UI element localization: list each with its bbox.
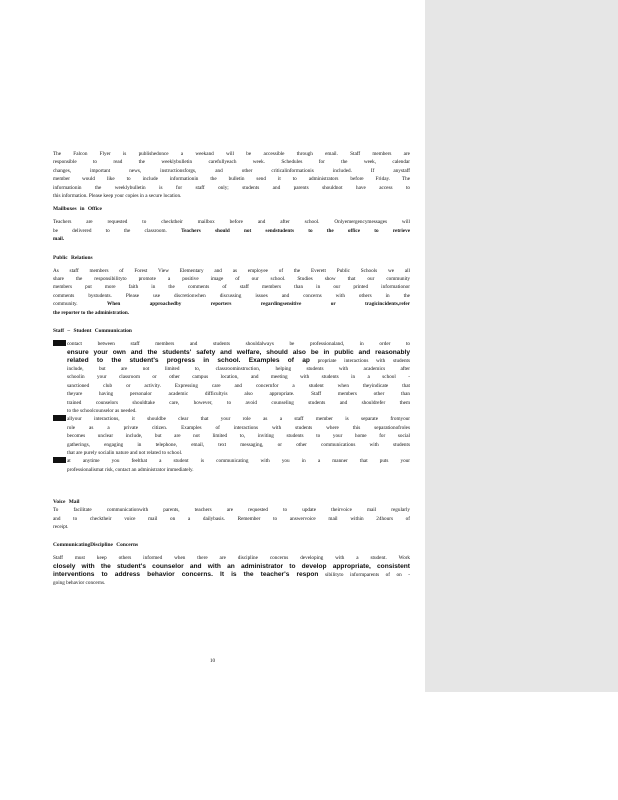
staff-student-line: becomes unclear include, but are not limited to, inviting students to your home for social (67, 433, 410, 440)
discipline-line: Staff must keep others informed when there are discipline concerns developing with a student. Work (53, 555, 410, 562)
discipline-text: sibilityto informparents of on - (325, 571, 410, 578)
mailboxes-line (53, 227, 410, 235)
staff-student-line: include, but are not limited to, classroominstruction, helping students with academics after (67, 365, 410, 372)
public-relations-line: the reporter to the administration. (53, 309, 130, 316)
mailboxes-bold-text: Teachers should not sendstudents to the office to retrieve (181, 227, 411, 234)
staff-student-line: ensure your own and the students' safety and welfare, should also be in public and reasonably (67, 348, 410, 356)
public-relations-bold-text: When approachedby reporters regardingsensitive or tragicincidents,refer (107, 301, 411, 308)
falcon-flyer-line: changes, important news, instructionsforgs, and other criticalinformationis included. If anystaff (53, 167, 410, 174)
discipline-line: closely with the student's counselor and with an administrator to develop appropriate, consistent (53, 562, 410, 570)
mailboxes-line: mail. (53, 236, 65, 243)
discipline-heading: CommunicatingDiscipline Concerns (53, 542, 139, 549)
redaction-box (53, 340, 66, 346)
staff-student-big-text: related to the student's progress in school. Examples of ap (67, 356, 310, 364)
staff-student-line: theyare having personalor academic difficultyis also appropriate. Staff members other than (67, 391, 410, 398)
page-number: 10 (209, 658, 216, 664)
staff-student-line (53, 340, 410, 348)
public-relations-line: As staff members of Forest View Elementary and as employee of the Everett Public Schools we all (53, 267, 410, 274)
public-relations-text: community. (53, 301, 78, 308)
mailboxes-line: Teachers are requested to checktheir mailbox before and after school. Onlyemergencymessages will (53, 219, 410, 226)
staff-student-line (53, 357, 410, 365)
staff-student-heading: Staff – Student Communication (53, 328, 132, 335)
staff-student-line: role as a private citizen. Examples of interactions with students where this separationofroles (67, 424, 410, 431)
falcon-flyer-line: informationin the weeklybulletin is for staff only; students and parents shouldnot have access to (53, 184, 410, 191)
staff-student-line: professionalismat risk, contact an administrator immediately. (67, 466, 194, 473)
redaction-box (53, 457, 66, 463)
staff-student-text: allyour interactions, it shouldbe clear that your role as a staff member is separate fromyour (67, 416, 410, 423)
redaction-box (53, 415, 66, 421)
staff-student-line: that are purely socialin nature and not related to school. (67, 449, 183, 456)
mailboxes-heading: Mailboxes in Office (53, 206, 102, 213)
staff-student-text: propriate interactions with students (317, 357, 411, 364)
staff-student-line: gatherings, engaging in telephone, email, text messaging, or other communications with students (67, 441, 410, 448)
voice-mail-heading: Voice Mail (53, 499, 80, 506)
discipline-line (53, 571, 410, 579)
public-relations-line: share the responsibilityto promote a positive image of our school. Studies show that our community (53, 276, 410, 283)
mailboxes-text: be delivered to the classroom. (53, 227, 167, 234)
staff-student-line: to the schoolcounselor as needed. (67, 407, 137, 414)
falcon-flyer-line: this information. Please keep your copies in a secure location. (53, 193, 182, 200)
falcon-flyer-line: The Falcon Flyer is publishedonce a weekand will be accessible through email. Staff members are (53, 151, 410, 157)
discipline-line: going behavior concerns. (53, 580, 106, 587)
voice-mail-line: receipt. (53, 524, 69, 530)
staff-student-line: schoolin your classroom or other campus location, and meeting with students in a school - (67, 374, 410, 381)
public-relations-line: members put more faith in the comments of staff members than in our printed informationor (53, 284, 410, 291)
voice-mail-line: and to checktheir voice mail on a dailybasis. Remember to answervoice mail within 24hours of (53, 515, 410, 522)
staff-student-text: at anytime you feelthat a student is communicating with you in a manner that puts your (67, 458, 410, 465)
voice-mail-line: To facilitate communicationwith parents, teachers are requested to update theirvoice mail regularly (53, 507, 410, 514)
staff-student-text: contact between staff members and students shouldalways be professionaland, in order to (67, 341, 410, 348)
staff-student-line (53, 415, 410, 423)
staff-student-line: sanctioned club or activity. Expressing care and concernfor a student when theyindicate that (67, 382, 410, 389)
discipline-big-text: interventions to address behavior concerns. It is the teacher's respon (53, 570, 319, 578)
falcon-flyer-line: member would like to include informationin the bulletin send it to administrators before Friday. The (53, 176, 410, 183)
staff-student-line (53, 457, 410, 465)
comment-margin-pane (425, 0, 618, 692)
staff-student-line: trained counselors shouldtake care, however, to avoid counseling students and shouldrefer them (67, 399, 410, 406)
public-relations-line: comments bystudents. Please use discretionwhen discussing issues and concerns with others in the (53, 292, 410, 299)
public-relations-heading: Public Relations (53, 254, 93, 261)
page-content (53, 150, 410, 588)
public-relations-line (53, 300, 410, 308)
falcon-flyer-line: responsible to read the weeklybulletin carefullyeach week. Schedules for the week, calendar (53, 159, 410, 166)
